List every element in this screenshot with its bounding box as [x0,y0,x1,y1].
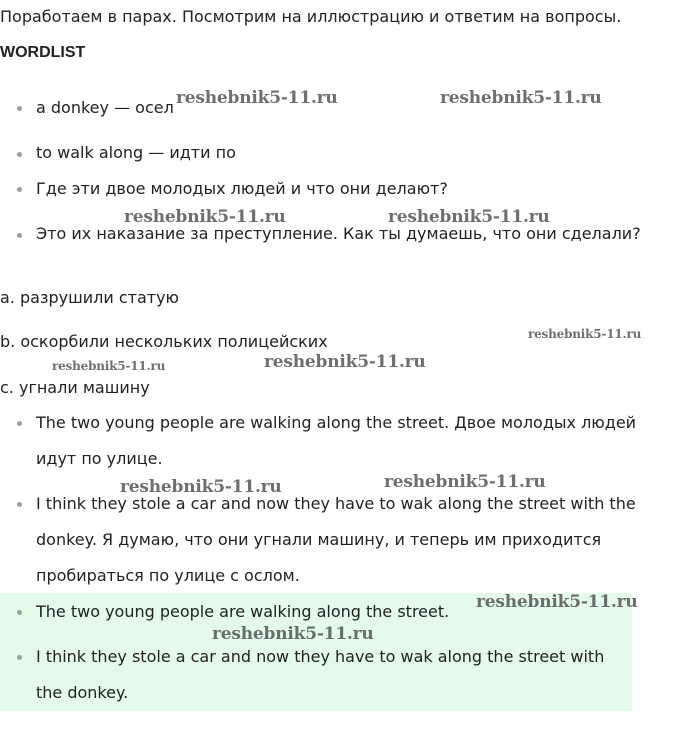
option-b: b. оскорбили нескольких полицейских [0,332,328,351]
bullet [17,502,22,507]
option-a: a. разрушили статую [0,288,179,307]
watermark: reshebnik5-11.ru [476,592,638,612]
watermark: reshebnik5-11.ru [388,207,550,227]
highlighted-answer-line: the donkey. [36,683,129,702]
task-instruction: Поработаем в парах. Посмотрим на иллюстрацию и ответим на вопросы. [0,7,622,26]
highlighted-answer-line: I think they stole a car and now they have to wak along the street with [36,647,605,666]
answer-line: I think they stole a car and now they have to wak along the street with the [36,494,636,513]
watermark: reshebnik5-11.ru [384,472,546,492]
bullet [17,187,22,192]
wordlist-item: to walk along — идти по [36,143,236,162]
question-item: Это их наказание за преступление. Как ты думаешь, что они сделали? [36,224,641,243]
watermark: reshebnik5-11.ru [124,207,286,227]
watermark: reshebnik5-11.ru [528,327,642,341]
bullet [17,152,22,157]
wordlist-item: a donkey — осел [36,98,174,117]
answer-line: идут по улице. [36,449,163,468]
watermark: reshebnik5-11.ru [264,352,426,372]
watermark: reshebnik5-11.ru [440,88,602,108]
bullet [17,610,22,615]
watermark: reshebnik5-11.ru [176,88,338,108]
watermark: reshebnik5-11.ru [52,359,166,373]
bullet [17,106,22,111]
watermark: reshebnik5-11.ru [120,477,282,497]
highlighted-answer-line: The two young people are walking along the street. [36,602,450,621]
answer-line: donkey. Я думаю, что они угнали машину, и теперь им приходится [36,530,602,549]
bullet [17,655,22,660]
question-item: Где эти двое молодых людей и что они делают? [36,179,448,198]
option-c: c. угнали машину [0,378,150,397]
watermark: reshebnik5-11.ru [212,624,374,644]
bullet [17,233,22,238]
wordlist-heading: WORDLIST [0,44,86,61]
answer-line: пробираться по улице с ослом. [36,566,300,585]
answer-line: The two young people are walking along the street. Двое молодых людей [36,413,637,432]
bullet [17,421,22,426]
